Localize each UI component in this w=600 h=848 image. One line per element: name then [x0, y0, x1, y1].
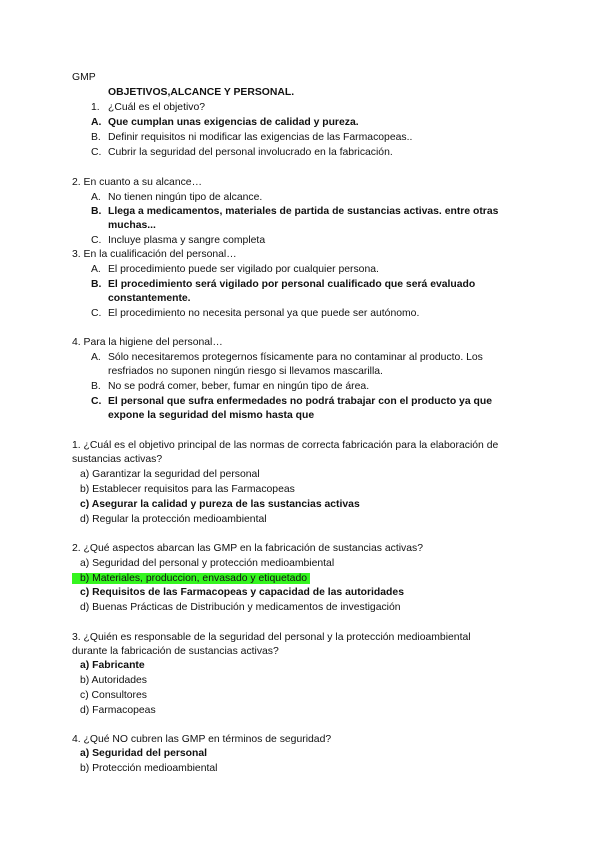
option-letter: B. [91, 206, 102, 217]
option-letter: C. [91, 147, 102, 158]
doc-title: GMP [72, 72, 96, 83]
question-2-title: 2. En cuanto a su alcance… [72, 177, 202, 188]
q1-option-c [91, 146, 393, 159]
p2-q2-option-b: b) Materiales, produccion, envasado y etiquetado [72, 573, 310, 584]
q4-option-b [91, 380, 369, 393]
option-text: El procedimiento será vigilado por personal cualificado que será evaluado [108, 279, 476, 290]
question-4-title: 4. Para la higiene del personal… [72, 337, 223, 348]
q1-option-a [91, 116, 359, 129]
question-3-title: 3. En la cualificación del personal… [72, 249, 237, 260]
p2-q2-option-c: c) Requisitos de las Farmacopeas y capacidad de las autoridades [80, 587, 404, 598]
p2-q4-option-b: b) Protección medioambiental [80, 763, 218, 774]
option-text: No se podrá comer, beber, fumar en ningún tipo de área. [108, 381, 370, 392]
p2-q4-option-a: a) Seguridad del personal [80, 748, 208, 759]
p2-q1-option-a: a) Garantizar la seguridad del personal [80, 469, 260, 480]
option-letter: B. [91, 279, 102, 290]
p2-q3-option-b: b) Autoridades [80, 675, 148, 686]
option-text: El personal que sufra enfermedades no podrá trabajar con el producto ya que [108, 396, 492, 407]
option-text: El procedimiento puede ser vigilado por cualquier persona. [108, 264, 379, 275]
q3-option-b [91, 278, 475, 291]
option-text: Cubrir la seguridad del personal involucrado en la fabricación. [108, 147, 393, 158]
q4-option-c [91, 395, 492, 408]
option-text: Que cumplan unas exigencias de calidad y pureza. [108, 117, 359, 128]
option-text: Llega a medicamentos, materiales de partida de sustancias activas. entre otras [108, 206, 499, 217]
option-text: No tienen ningún tipo de alcance. [108, 192, 263, 203]
p2-q1-option-d: d) Regular la protección medioambiental [80, 514, 267, 525]
p2-question-3-continuation: durante la fabricación de sustancias activas? [72, 646, 279, 657]
option-letter: B. [91, 132, 101, 143]
p2-q3-option-d: d) Farmacopeas [80, 705, 156, 716]
p2-question-1-continuation: sustancias activas? [72, 454, 163, 465]
q3-option-b-continuation: constantemente. [108, 293, 191, 304]
p2-q3-option-a: a) Fabricante [80, 660, 145, 671]
p2-question-4-title: 4. ¿Qué NO cubren las GMP en términos de seguridad? [72, 734, 332, 745]
option-text: Definir requisitos ni modificar las exigencias de las Farmacopeas.. [108, 132, 413, 143]
question-1-title [91, 101, 205, 114]
q2-option-c [91, 234, 265, 247]
option-letter: A. [91, 352, 101, 363]
question-number: 1. [91, 102, 100, 113]
option-letter: A. [91, 264, 101, 275]
q3-option-a [91, 263, 379, 276]
option-letter: C. [91, 396, 102, 407]
option-text: Sólo necesitaremos protegernos físicamente para no contaminar al producto. Los [108, 352, 483, 363]
p2-question-2-title: 2. ¿Qué aspectos abarcan las GMP en la fabricación de sustancias activas? [72, 543, 423, 554]
q4-option-a [91, 351, 483, 364]
p2-q2-option-d: d) Buenas Prácticas de Distribución y medicamentos de investigación [80, 602, 401, 613]
option-text: Incluye plasma y sangre completa [108, 235, 266, 246]
q3-option-c [91, 307, 419, 320]
p2-q3-option-c: c) Consultores [80, 690, 147, 701]
p2-q2-option-b-highlight [72, 572, 310, 585]
question-text: ¿Cuál es el objetivo? [108, 102, 206, 113]
q2-option-b-continuation: muchas... [108, 220, 156, 231]
option-letter: B. [91, 381, 101, 392]
option-letter: C. [91, 235, 102, 246]
p2-question-3-title: 3. ¿Quién es responsable de la seguridad del personal y la protección medioambiental [72, 632, 471, 643]
option-letter: C. [91, 308, 102, 319]
section-heading: OBJETIVOS,ALCANCE Y PERSONAL. [108, 87, 295, 98]
p2-q1-option-c: c) Asegurar la calidad y pureza de las sustancias activas [80, 499, 360, 510]
p2-q2-option-a: a) Seguridad del personal y protección medioambiental [80, 558, 335, 569]
q2-option-b [91, 205, 498, 218]
p2-question-1-title: 1. ¿Cuál es el objetivo principal de las normas de correcta fabricación para la elaboración de [72, 440, 499, 451]
option-letter: A. [91, 117, 102, 128]
p2-q1-option-b: b) Establecer requisitos para las Farmacopeas [80, 484, 295, 495]
option-letter: A. [91, 192, 101, 203]
q1-option-b [91, 131, 412, 144]
q4-option-a-continuation: resfriados no suponen ningún riesgo si llevamos mascarilla. [108, 366, 383, 377]
option-text: El procedimiento no necesita personal ya que puede ser autónomo. [108, 308, 420, 319]
q4-option-c-continuation: expone la seguridad del mismo hasta que [108, 410, 315, 421]
q2-option-a [91, 191, 262, 204]
